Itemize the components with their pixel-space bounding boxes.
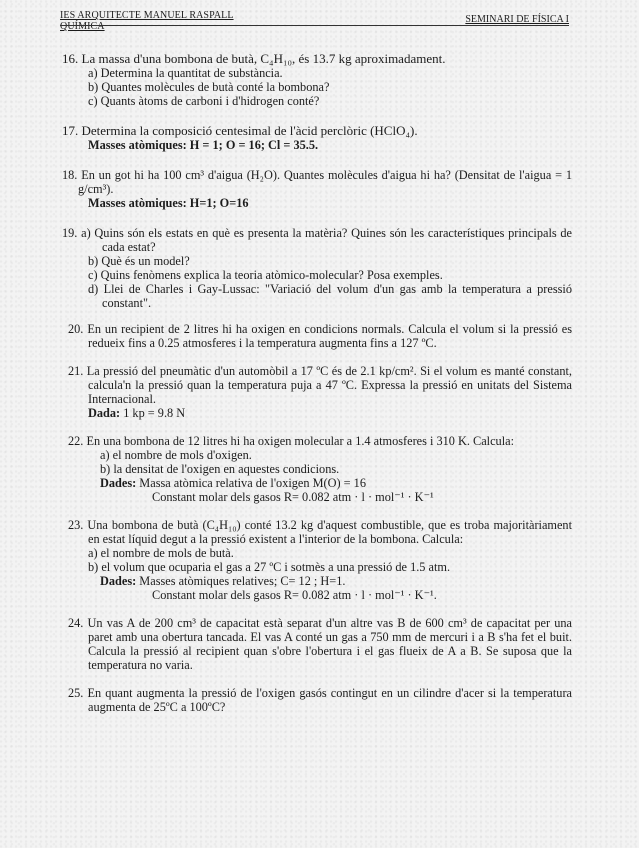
header-subject: QUÍMICA [60, 21, 105, 32]
exercise-18 [62, 168, 572, 210]
exercise-20-stem: 20. En un recipient de 2 litres hi ha oxigen en condicions normals. Calcula el volum si la pressió es redueix fins a 0.25 atmosferes i la temperatura augmenta fins a 127 ºC. [68, 322, 572, 350]
header-divider [60, 25, 569, 26]
exercise-19-a: 19. a) Quins són els estats en què es presenta la matèria? Quines són les característiques principals de cada estat? [62, 226, 572, 254]
exercise-22-stem: 22. En una bombona de 12 litres hi ha oxigen molecular a 1.4 atmosferes i 310 K. Calcula: [68, 434, 514, 448]
exercise-22-dades-1: Massa atòmica relativa de l'oxigen M(O) = 16 [139, 476, 366, 490]
exercise-22-dades-2: Constant molar dels gasos R= 0.082 atm · l · mol⁻¹ · K⁻¹ [152, 490, 434, 504]
exercise-21-dada-label: Dada: [88, 406, 121, 420]
exercise-23-dades-label: Dades: [100, 574, 137, 588]
exercise-21-dada-value: 1 kp = 9.8 N [123, 406, 186, 420]
exercise-25 [62, 686, 572, 714]
exercise-22-b: b) la densitat de l'oxigen en aquestes condicions. [100, 462, 340, 476]
exercise-16 [62, 52, 572, 108]
exercise-18-stem: 18. En un got hi ha 100 cm³ d'aigua (H₂O). Quantes molècules d'aigua hi ha? (Densitat de l'aigua = 1 g/cm³). [62, 168, 572, 196]
exercise-17-masses: Masses atòmiques: H = 1; O = 16; Cl = 35.5. [88, 138, 319, 152]
exercise-23-dades-2: Constant molar dels gasos R= 0.082 atm · l · mol⁻¹ · K⁻¹. [152, 588, 437, 602]
exercise-19-d: d) Llei de Charles i Gay-Lussac: "Variació del volum d'un gas amb la temperatura a pressió constant". [88, 282, 572, 310]
exercise-19-c: c) Quins fenòmens explica la teoria atòmico-molecular? Posa exemples. [88, 268, 443, 282]
exercise-22-a: a) el nombre de mols d'oxigen. [100, 448, 252, 462]
exercise-18-masses: Masses atòmiques: H=1; O=16 [88, 196, 249, 210]
exercise-16-stem: 16. La massa d'una bombona de butà, C₄H₁₀, és 13.7 kg aproximadament. [62, 51, 446, 66]
exercise-24-stem: 24. Un vas A de 200 cm³ de capacitat està separat d'un altre vas B de 600 cm³ de capacitat per una paret amb una obertura tancada. El vas A conté un gas a 750 mm de mercuri i a B s'ha fet el buit. Calcula la pressió al recipient quan s'obre l'obertura i el gas flueix de A a B. Se suposa que la temperatura no varia. [68, 616, 572, 672]
exercise-23 [62, 518, 572, 602]
exercise-21-stem: 21. La pressió del pneumàtic d'un automòbil a 17 ºC és de 2.1 kp/cm². Si el volum es manté constant, calcula'n la pressió quan la temperatura puja a 47 ºC. Expressa la pressió en unitats del Sistema Internacional. [68, 364, 572, 406]
exercise-19 [62, 226, 572, 310]
exercise-22 [62, 434, 572, 504]
exercise-17-stem: 17. Determina la composició centesimal de l'àcid perclòric (HClO₄). [62, 123, 418, 138]
header-school-name: IES ARQUITECTE MANUEL RASPALL [60, 10, 234, 21]
exercise-22-dades-label: Dades: [100, 476, 137, 490]
header-department: SEMINARI DE FÍSICA I [465, 14, 569, 25]
exercise-list [62, 52, 572, 724]
exercise-23-b: b) el volum que ocuparia el gas a 27 ºC i sotmès a una pressió de 1.5 atm. [88, 560, 451, 574]
exercise-17 [62, 124, 572, 152]
exercise-21 [62, 364, 572, 420]
exercise-16-b: b) Quantes molècules de butà conté la bombona? [88, 80, 330, 94]
exercise-23-dades-1: Masses atòmiques relatives; C= 12 ; H=1. [139, 574, 346, 588]
exercise-23-stem: 23. Una bombona de butà (C₄H₁₀) conté 13.2 kg d'aquest combustible, que es troba majoritàriament en estat líquid degut a la pressió existent a l'interior de la bombona. Calcula: [68, 518, 572, 546]
exercise-25-stem: 25. En quant augmenta la pressió de l'oxigen gasós contingut en un cilindre d'acer si la temperatura augmenta de 25ºC a 100ºC? [68, 686, 572, 714]
header-school [60, 10, 234, 32]
exercise-16-a: a) Determina la quantitat de substància. [88, 66, 283, 80]
exercise-23-a: a) el nombre de mols de butà. [88, 546, 234, 560]
exercise-20 [62, 322, 572, 350]
exercise-19-b: b) Què és un model? [88, 254, 190, 268]
exercise-16-c: c) Quants àtoms de carboni i d'hidrogen conté? [88, 94, 320, 108]
exercise-24 [62, 616, 572, 672]
